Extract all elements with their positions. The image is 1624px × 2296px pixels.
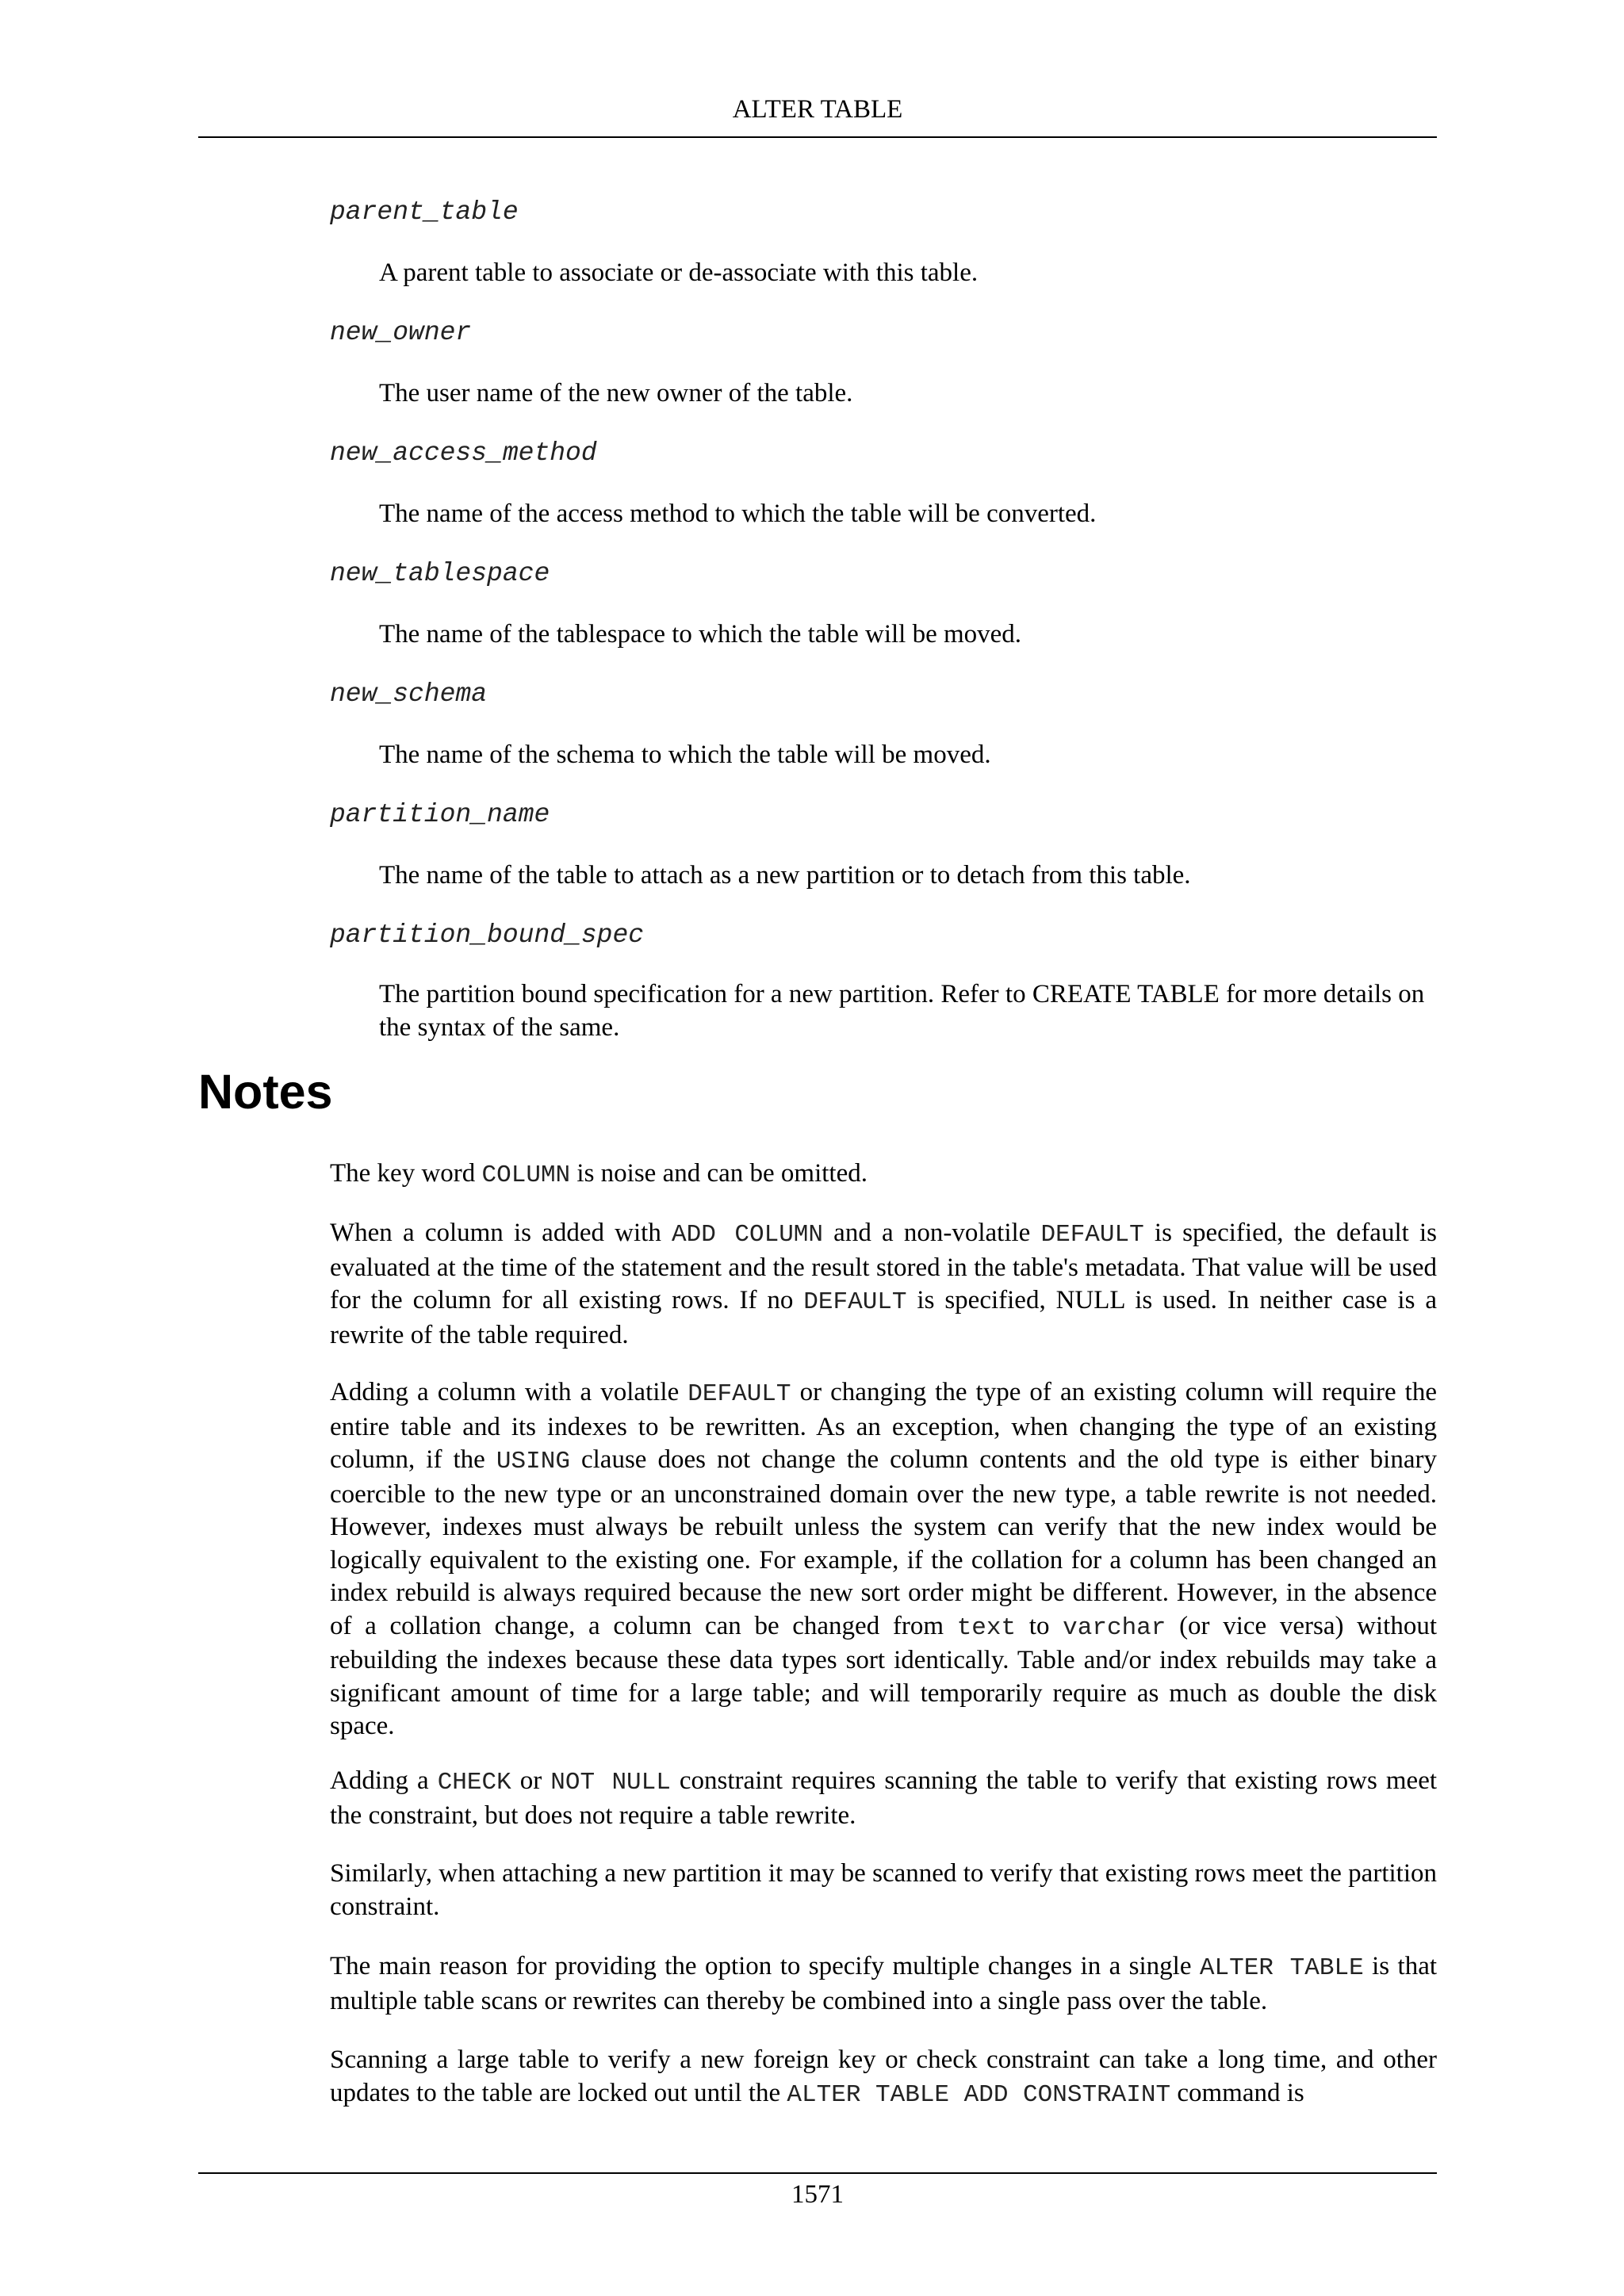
param-desc-partition-bound-spec: The partition bound specification for a new partition. Refer to CREATE TABLE for more details on the syntax of the same. xyxy=(379,980,1425,1042)
param-desc-partition-name: The name of the table to attach as a new partition or to detach from this table. xyxy=(379,861,1191,890)
param-term-new-owner: new_owner xyxy=(330,318,472,347)
param-term-partition-name: partition_name xyxy=(330,800,550,829)
notes-paragraph-4: Adding a CHECK or NOT NULL constraint requires scanning the table to verify that existing rows meet the constraint, but does not require a table rewrite. xyxy=(330,1766,1438,1830)
param-term-new-access-method: new_access_method xyxy=(330,438,597,468)
param-term-parent-table: parent_table xyxy=(330,197,519,227)
notes-paragraph-7: Scanning a large table to verify a new foreign key or check constraint can take a long time, and other updates to the table are locked out until the ALTER TABLE ADD CONSTRAINT command is xyxy=(330,2045,1437,2109)
param-term-partition-bound-spec: partition_bound_spec xyxy=(330,920,645,950)
page-header-title: ALTER TABLE xyxy=(732,95,903,124)
param-term-new-tablespace: new_tablespace xyxy=(330,559,550,588)
param-desc-new-owner: The user name of the new owner of the table. xyxy=(379,379,853,408)
header-rule xyxy=(198,136,1437,138)
notes-paragraph-3: Adding a column with a volatile DEFAULT or changing the type of an existing column will require the entire table and its indexes to be rewritten. As an exception, when changing the type of an existing column, if the USING clause does not change the column contents and the old type is either binary coercible to the new type or an unconstrained domain over the new type, a table rewrite is not needed. However, indexes must always be rebuilt unless the system can verify that the new index would be logically equivalent to the existing one. For example, if the collation for a column has been changed an index rebuild is always required because the new sort order might be different. However, in the absence of a collation change, a column can be changed from text to varchar (or vice versa) without rebuilding the indexes because these data types sort identically. Table and/or index rebuilds may take a significant amount of time for a large table; and will temporarily require as much as double the disk space. xyxy=(330,1378,1437,1740)
param-term-new-schema: new_schema xyxy=(330,679,488,709)
notes-paragraph-5: Similarly, when attaching a new partition it may be scanned to verify that existing rows meet the partition constraint. xyxy=(330,1859,1437,1921)
param-desc-new-access-method: The name of the access method to which the table will be converted. xyxy=(379,499,1097,528)
notes-paragraph-2: When a column is added with ADD COLUMN and a non-volatile DEFAULT is specified, the default is evaluated at the time of the statement and the result stored in the table's metadata. That value will be used for the column for all existing rows. If no DEFAULT is specified, NULL is used. In neither case is a rewrite of the table required. xyxy=(330,1219,1437,1349)
param-desc-new-tablespace: The name of the tablespace to which the table will be moved. xyxy=(379,620,1022,649)
notes-paragraph-6: The main reason for providing the option to specify multiple changes in a single ALTER TABLE is that multiple table scans or rewrites can thereby be combined into a single pass over the table. xyxy=(330,1952,1438,2015)
footer-rule xyxy=(198,2172,1437,2174)
page-number: 1571 xyxy=(791,2180,844,2209)
notes-paragraph-1: The key word COLUMN is noise and can be omitted. xyxy=(330,1159,868,1189)
param-desc-parent-table: A parent table to associate or de-associate with this table. xyxy=(379,258,979,287)
param-desc-new-schema: The name of the schema to which the table will be moved. xyxy=(379,740,991,769)
notes-heading: Notes xyxy=(198,1065,333,1119)
